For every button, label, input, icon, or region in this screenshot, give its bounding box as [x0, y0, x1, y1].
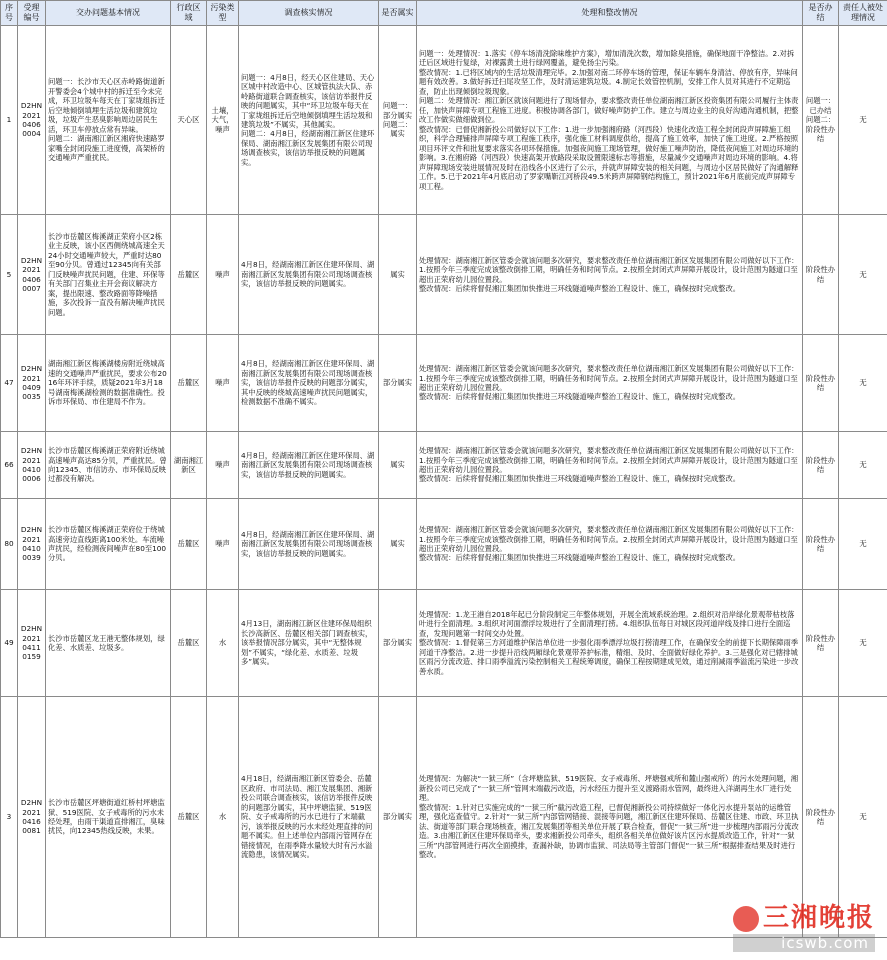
cell-district: 岳麓区: [171, 335, 207, 432]
cell-type: 土壤，大气，噪声: [207, 26, 239, 215]
cell-accountability: 无: [839, 590, 887, 697]
cell-accountability: 无: [839, 697, 887, 938]
cell-district: 湖南湘江新区: [171, 432, 207, 499]
cell-no: 47: [1, 335, 18, 432]
cell-investigation: 4月8日，经湖南湘江新区住建环保局、湖南湘江新区发展集团有限公司现场调查核实，该信访举报反映的问题属实。: [239, 432, 379, 499]
cell-accountability: 无: [839, 26, 887, 215]
cell-code: D2HN202104060004: [18, 26, 46, 215]
cell-type: 噪声: [207, 432, 239, 499]
cell-district: 岳麓区: [171, 499, 207, 590]
cell-no: 80: [1, 499, 18, 590]
cell-district: 岳麓区: [171, 215, 207, 335]
header-type: 污染类型: [207, 1, 239, 26]
watermark: [733, 897, 875, 952]
table-row: [1, 26, 887, 215]
cell-type: 噪声: [207, 335, 239, 432]
cell-investigation: 问题一：4月8日，经天心区住建局、天心区城中村改造中心、区城管执法大队、赤岭路街道联合调查核实，该信访举报件反映的问题属实，其中“环卫垃圾车每天在丁家垅组拆迁后空地倾倒填埋生活垃圾和建筑垃圾”不属实，其他属实。 问题二：4月8日，经湖南湘江新区住建环保局、湖南湘江新区发展集团有限公司现场调查核实，该信访举报反映的问题属实。: [239, 26, 379, 215]
cell-type: 水: [207, 697, 239, 938]
cell-verified: 问题一：部分属实 问题二：属实: [379, 26, 417, 215]
cell-handling: 处理情况：湖南湘江新区管委会就该问题多次研究，要求整改责任单位湖南湘江新区发展集团有限公司做好以下工作：1.按照今年三季度完成该整改倒排工期，明确任务和时间节点。2.按照全封闭式声屏障开展设计，设计范围为隧道口至超出正荣府幼儿园位置段。 整改情况：后续将督促湘江集团加快推进三环线隧道噪声整治工程设计、施工，确保按时完成整改。: [417, 215, 803, 335]
cell-handling: 处理情况：1.龙王港自2018年起已分阶段制定三年整体规划，开展全流域系统治理。2.组织对沿岸绿化景观带枯枝落叶进行全面清理。3.组织对河面漂浮垃圾进行了全面清理打捞。4.组织队伍每日对城区段河道岸线及排口进行全面巡查，发现问题第一时间交办处置。 整改情况：1.督促第三方河道维护保洁单位进一步强化雨季漂浮垃圾打捞清理工作，在确保安全的前提下长期保障雨季河道干净整洁。2.进一步提升沿线两厢绿化景观带养护标准，精细、及时、全面做好绿化养护。3.三是强化对已辖排城区雨污分流改造、排口雨季溢流污染控制相关工程统筹调度，确保工程按期建成见效，通过削减雨季溢流污染进一步改善水质。: [417, 590, 803, 697]
cell-code: D2HN202104100039: [18, 499, 46, 590]
cell-handling: 处理情况：湖南湘江新区管委会就该问题多次研究，要求整改责任单位湖南湘江新区发展集团有限公司做好以下工作：1.按照今年三季度完成该整改倒排工期，明确任务和时间节点。2.按照全封闭式声屏障开展设计，设计范围为隧道口至超出正荣府幼儿园位置段。 整改情况：后续将督促湘江集团加快推进三环线隧道噪声整治工程设计、施工，确保按时完成整改。: [417, 335, 803, 432]
cell-handling: 处理情况：湖南湘江新区管委会就该问题多次研究，要求整改责任单位湖南湘江新区发展集团有限公司做好以下工作：1.按照今年三季度完成该整改倒排工期，明确任务和时间节点。2.按照全封闭式声屏障开展设计，设计范围为隧道口至超出正荣府幼儿园位置段。 整改情况：后续将督促湘江集团加快推进三环线隧道噪声整治工程设计、施工，确保按时完成整改。: [417, 432, 803, 499]
header-status: 是否办结: [803, 1, 839, 26]
cell-problem: 问题一：长沙市天心区赤岭路街道新开警委会4个城中村的拆迁至今未完成，环卫垃圾车每天在丁家垅组拆迁后空地倾倒填埋生活垃圾和建筑垃圾，垃圾产生恶臭影响周边居民生活，环卫车停放点常有异味。 问题二：湖南湘江新区湘府快速路罗家嘴全封闭段施工进度慢，高架桥的交通噪声严重扰民。: [46, 26, 171, 215]
cell-accountability: 无: [839, 215, 887, 335]
watermark-logo-text: 三湘晚报: [762, 903, 875, 933]
cell-district: 天心区: [171, 26, 207, 215]
table-row: [1, 499, 887, 590]
cell-no: 66: [1, 432, 18, 499]
header-row: [1, 1, 887, 26]
cell-verified: 属实: [379, 215, 417, 335]
cell-accountability: 无: [839, 499, 887, 590]
cell-status: 问题一：已办结 问题二：阶段性办结: [803, 26, 839, 215]
cell-status: 阶段性办结: [803, 590, 839, 697]
cell-handling: 处理情况：湖南湘江新区管委会就该问题多次研究，要求整改责任单位湖南湘江新区发展集团有限公司做好以下工作：1.按照今年三季度完成该整改倒排工期，明确任务和时间节点。2.按照全封闭式声屏障开展设计，设计范围为隧道口至超出正荣府幼儿园位置段。 整改情况：后续将督促湘江集团加快推进三环线隧道噪声整治工程设计、施工，确保按时完成整改。: [417, 499, 803, 590]
watermark-url: icswb.com: [733, 934, 875, 952]
cell-accountability: 无: [839, 335, 887, 432]
cell-investigation: 4月8日，经湖南湘江新区住建环保局、湖南湘江新区发展集团有限公司现场调查核实，该信访举报反映的问题属实。: [239, 499, 379, 590]
cell-investigation: 4月8日，经湖南湘江新区住建环保局、湖南湘江新区发展集团有限公司现场调查核实，该信访举报件反映的问题部分属实，其中反映的绕城高速噪声扰民问题属实，检测数据不准确不属实。: [239, 335, 379, 432]
header-code: 受理编号: [18, 1, 46, 26]
cell-code: D2HN202104090035: [18, 335, 46, 432]
table-row: [1, 215, 887, 335]
cell-verified: 部分属实: [379, 335, 417, 432]
header-accountability: 责任人被处理情况: [839, 1, 887, 26]
cell-accountability: 无: [839, 432, 887, 499]
header-verified: 是否属实: [379, 1, 417, 26]
cell-type: 噪声: [207, 215, 239, 335]
cell-no: 5: [1, 215, 18, 335]
cell-verified: 属实: [379, 432, 417, 499]
cell-code: D2HN202104060007: [18, 215, 46, 335]
cell-verified: 部分属实: [379, 697, 417, 938]
table-row: [1, 590, 887, 697]
cell-problem: 长沙市岳麓区梅溪湖正荣府位于绕城高速旁边直线距离100米处。车流噪声扰民，经检测夜间噪声在80至100分贝。: [46, 499, 171, 590]
cell-handling: 问题一：处理情况：1.落实《停车场清洗除味维护方案》，增加清洗次数，增加除臭措施，确保地面干净整洁。2.对拆迁后区域进行复绿，对裸露黄土进行绿网覆盖，避免扬尘污染。 整改情况：1.已将区域内的生活垃圾清理完毕。2.加强对南二环停车场的管理，保证车辆车身清洁、停放有序，异味问题有效改善。3.做好拆迁扫尾攻坚工作，及时清运建筑垃圾。4.制定长效管控机制，安排工作人员对其进行不定期巡查，防止出现倾倒垃圾现象。 问题二：处理情况：湘江新区就该问题进行了现场督办，要求整改责任单位湖南湘江新区投资集团有限公司履行主体责任，加快声屏障专项工程施工进度。积极协调各部门，做好噪声防护工作。建立与周边业主的良好沟通沟通机制，把整改工作做实做细做到位。 整改情况：已督促湘新投公司做好以下工作：1.进一步加强湘府路（河西段）快速化改造工程全封闭段声屏障施工组织，科学合理铺排声屏障专项工程施工秩序，强化施工材料调度供给，提高了施工效率，加快了施工进度。2.严格按照项目环评文件和批复要求落实各项环保措施。加强夜间施工现场管理，做好施工噪声防治，降低夜间施工对周边环境的影响。3.在湘府路（河西段）快速高架开放路段采取设置限速标志等措施，尽量减少交通噪声对周边环境的影响。4.将声屏障现场安装进展情况及时在沿线各小区进行了公示，并就声屏障安装的相关问题，与周边小区居民做好了沟通解释工作。5.已于2021年4月底启动了罗家嘴靳江河桥段49.5米跨声屏障钢结构施工，预计2021年6月底前完成声屏障专项工程。: [417, 26, 803, 215]
cell-type: 噪声: [207, 499, 239, 590]
cell-district: 岳麓区: [171, 590, 207, 697]
cell-verified: 部分属实: [379, 590, 417, 697]
cell-code: D2HN202104110159: [18, 590, 46, 697]
cell-problem: 长沙市岳麓区坪塘街道红桥村坪塘监狱、519医院、女子戒毒所的污水未经处理，由雨干渠道直排湘江，臭味扰民，向12345热线反映，未果。: [46, 697, 171, 938]
cell-status: 阶段性办结: [803, 335, 839, 432]
cell-district: 岳麓区: [171, 697, 207, 938]
cell-investigation: 4月13日，湖南湘江新区住建环保局组织长沙高新区、岳麓区相关部门调查核实，该举报情况部分属实，其中“无整体规划”不属实，“绿化差、水质差、垃圾多”属实。: [239, 590, 379, 697]
cell-status: 阶段性办结: [803, 432, 839, 499]
header-problem: 交办问题基本情况: [46, 1, 171, 26]
cell-no: 3: [1, 697, 18, 938]
table-row: [1, 335, 887, 432]
header-no: 序号: [1, 1, 18, 26]
header-investigation: 调查核实情况: [239, 1, 379, 26]
cell-no: 1: [1, 26, 18, 215]
cell-no: 49: [1, 590, 18, 697]
watermark-logo: [733, 897, 875, 934]
cell-code: D2HN202104100006: [18, 432, 46, 499]
cell-investigation: 4月18日，经湖南湘江新区管委会、岳麓区政府、市司法局、湘江发展集团、湘新投公司联合调查核实，该信访举报件反映的问题部分属实，其中坪塘监狱、519医院、女子戒毒所的污水已进行了末端截污，该举报反映的污水未经处理直排的问题不属实。但上述单位内部雨污管网存在错接情况，在雨季降水量较大时有污水溢流隐患，该情况属实。: [239, 697, 379, 938]
cell-problem: 湖南湘江新区梅溪湖楼房附近绕城高速的交通噪声严重扰民，要求公布2016年环评手续，质疑2021年3月18号湖南梅溪湖检测的数据准确性。投诉市环保局、市住建局不作为。: [46, 335, 171, 432]
cell-problem: 长沙市岳麓区梅溪湖正荣府附近绕城高速噪声高达85分贝，严重扰民。曾向12345、市信访办、市环保局反映过都没有解决。: [46, 432, 171, 499]
cell-status: 阶段性办结: [803, 697, 839, 938]
cell-code: D2HN202104160081: [18, 697, 46, 938]
cell-status: 阶段性办结: [803, 215, 839, 335]
table-row: [1, 432, 887, 499]
cell-verified: 属实: [379, 499, 417, 590]
cell-type: 水: [207, 590, 239, 697]
cell-problem: 长沙市岳麓区龙王港无整体规划，绿化差、水质差、垃圾多。: [46, 590, 171, 697]
cell-handling: 处理情况：为解决“一狱三所”（含坪塘监狱、519医院、女子戒毒所、坪塘强戒所和麓山强戒所）的污水处理问题，湘新投公司已完成了“一狱三所”管网末端截污改造，污水经压力提升至义渡路雨水管网，最终进入洋湖再生水厂进行处理。 整改情况：1.针对已实施完成的“一狱三所”截污改造工程，已督促湘新投公司持续做好一体化污水提升泵站的运维管理，强化巡查值守。2.针对“一狱三所”内部管网错接、混接等问题，湘江新区住建环保局、岳麓区住建、市政、环卫执法、街道等部门联合现场核查，湘江发展集团等相关单位开展了联合检查，督促“一狱三所”进一步梳理内部雨污分流改造。3.由湘江新区住建环保局牵头，要求湘新投公司牵头，组织各相关单位做好该片区污水提质改造工作，针对“一狱三所”内部管网进行再次全面摸排，查漏补缺，协调市监狱、司法局等主管部门督促“一狱三所”根据排查结果及时进行整改。: [417, 697, 803, 938]
cell-status: 阶段性办结: [803, 499, 839, 590]
header-handling: 处理和整改情况: [417, 1, 803, 26]
cell-investigation: 4月8日，经湖南湘江新区住建环保局、湖南湘江新区发展集团有限公司现场调查核实，该信访举报反映的问题属实。: [239, 215, 379, 335]
logo-icon: [733, 906, 759, 932]
cell-problem: 长沙市岳麓区梅溪湖正荣府小区2栋业主反映，该小区西侧绕城高速全天24小时交通噪声较大，严重时达80至90分贝。曾通过12345向有关部门反映噪声扰民问题，住建、环保等有关部门召集业主开会商议解决方案，提出限速、整改路面等降噪措施，多次投诉一直没有解决噪声扰民问题。: [46, 215, 171, 335]
header-district: 行政区域: [171, 1, 207, 26]
